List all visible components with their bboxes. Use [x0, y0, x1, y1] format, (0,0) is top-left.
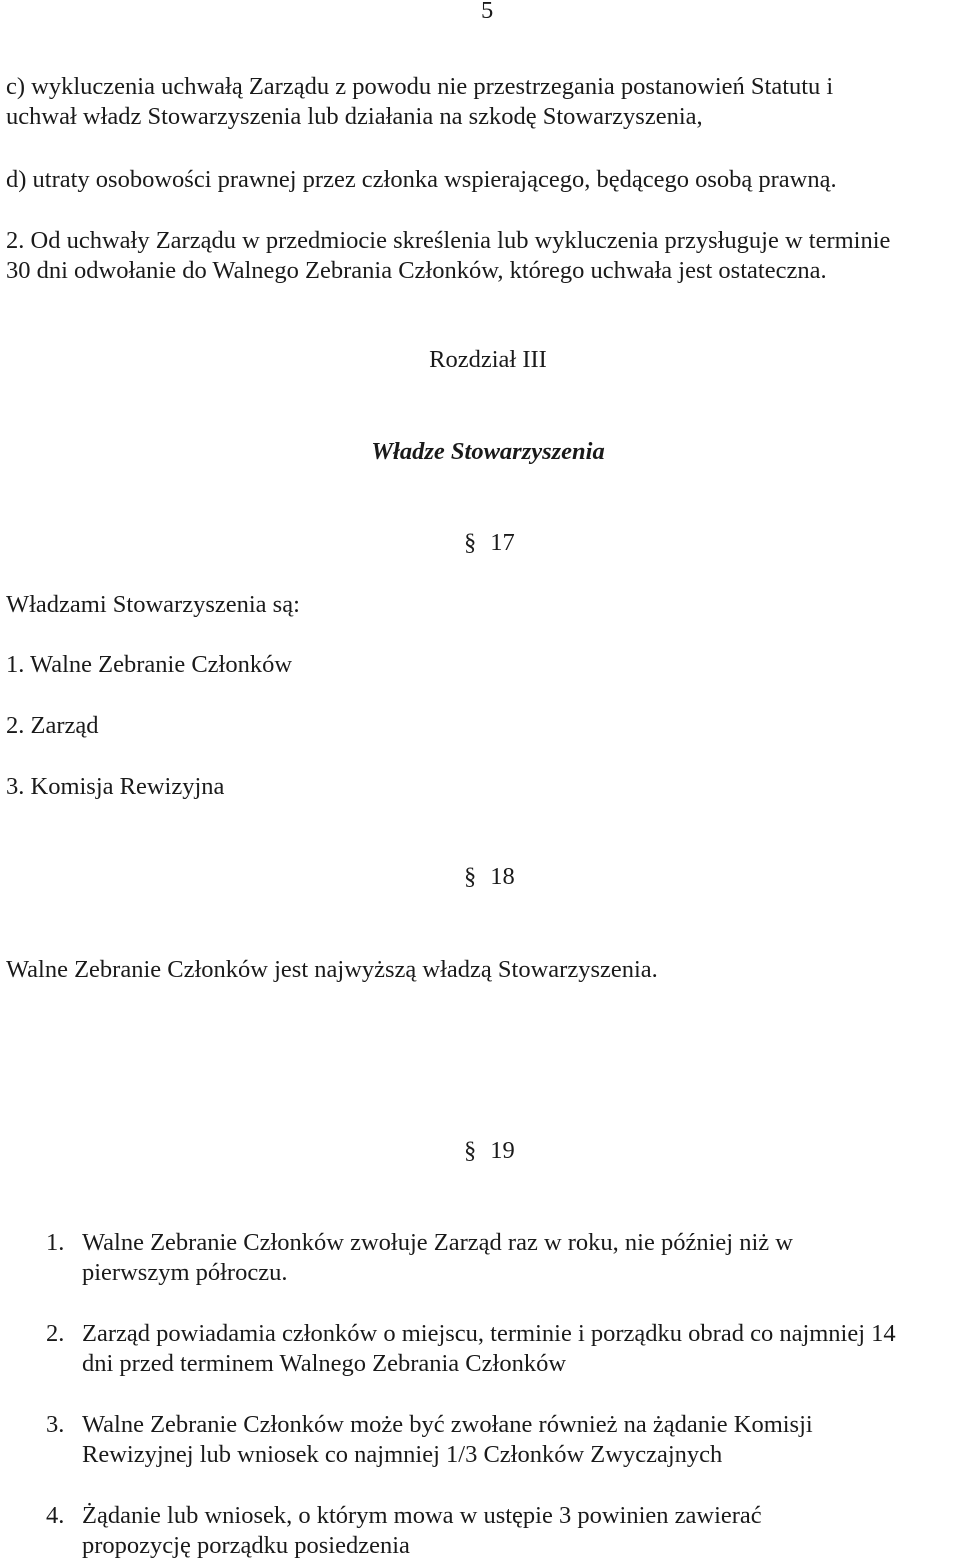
- section-17-item-2: 2. Zarząd: [6, 712, 99, 739]
- list-item-line-2: pierwszym półroczu.: [82, 1259, 288, 1286]
- list-item-line-1: Walne Zebranie Członków zwołuje Zarząd raz w roku, nie później niż w: [82, 1229, 793, 1256]
- section-17-heading: [464, 528, 515, 558]
- section-number: 18: [490, 863, 515, 890]
- section-number: 17: [490, 529, 515, 556]
- paragraph-d: [6, 165, 956, 195]
- list-item-line-1: Żądanie lub wniosek, o którym mowa w ustępie 3 powinien zawierać: [82, 1502, 762, 1529]
- page-number: 5: [481, 0, 494, 24]
- list-number: 4.: [46, 1502, 65, 1529]
- section-17-item-3: 3. Komisja Rewizyjna: [6, 773, 225, 800]
- list-item-line-2: dni przed terminem Walnego Zebrania Członków: [82, 1350, 567, 1377]
- section-19-heading: [464, 1136, 515, 1166]
- chapter-subtitle: Władze Stowarzyszenia: [371, 438, 605, 465]
- paragraph-c: [6, 72, 956, 132]
- paragraph-d-line: d) utraty osobowości prawnej przez członka wspierającego, będącego osobą prawną.: [6, 166, 837, 193]
- chapter-title: Rozdział III: [429, 346, 547, 373]
- section-18-text: Walne Zebranie Członków jest najwyższą władzą Stowarzyszenia.: [6, 956, 658, 983]
- paragraph-2: [6, 226, 956, 286]
- list-item-line-1: Zarząd powiadamia członków o miejscu, terminie i porządku obrad co najmniej 14: [82, 1320, 896, 1347]
- paragraph-c-line-2: uchwał władz Stowarzyszenia lub działania na szkodę Stowarzyszenia,: [6, 103, 703, 130]
- section-17-item-1: 1. Walne Zebranie Członków: [6, 651, 293, 678]
- paragraph-2-line-2: 30 dni odwołanie do Walnego Zebrania Członków, którego uchwała jest ostateczna.: [6, 257, 827, 284]
- section-symbol: §: [464, 529, 477, 556]
- paragraph-c-line-1: c) wykluczenia uchwałą Zarządu z powodu nie przestrzegania postanowień Statutu i: [6, 73, 834, 100]
- section-symbol: §: [464, 863, 477, 890]
- list-number: 2.: [46, 1320, 65, 1347]
- list-item-line-2: propozycję porządku posiedzenia: [82, 1532, 410, 1559]
- list-item-line-1: Walne Zebranie Członków może być zwołane również na żądanie Komisji: [82, 1411, 813, 1438]
- section-17-intro: Władzami Stowarzyszenia są:: [6, 591, 300, 618]
- section-symbol: §: [464, 1137, 477, 1164]
- list-item-line-2: Rewizyjnej lub wniosek co najmniej 1/3 Członków Zwyczajnych: [82, 1441, 723, 1468]
- list-number: 1.: [46, 1229, 65, 1256]
- paragraph-2-line-1: 2. Od uchwały Zarządu w przedmiocie skreślenia lub wykluczenia przysługuje w terminie: [6, 227, 891, 254]
- section-number: 19: [490, 1137, 515, 1164]
- list-number: 3.: [46, 1411, 65, 1438]
- section-18-heading: [464, 862, 515, 892]
